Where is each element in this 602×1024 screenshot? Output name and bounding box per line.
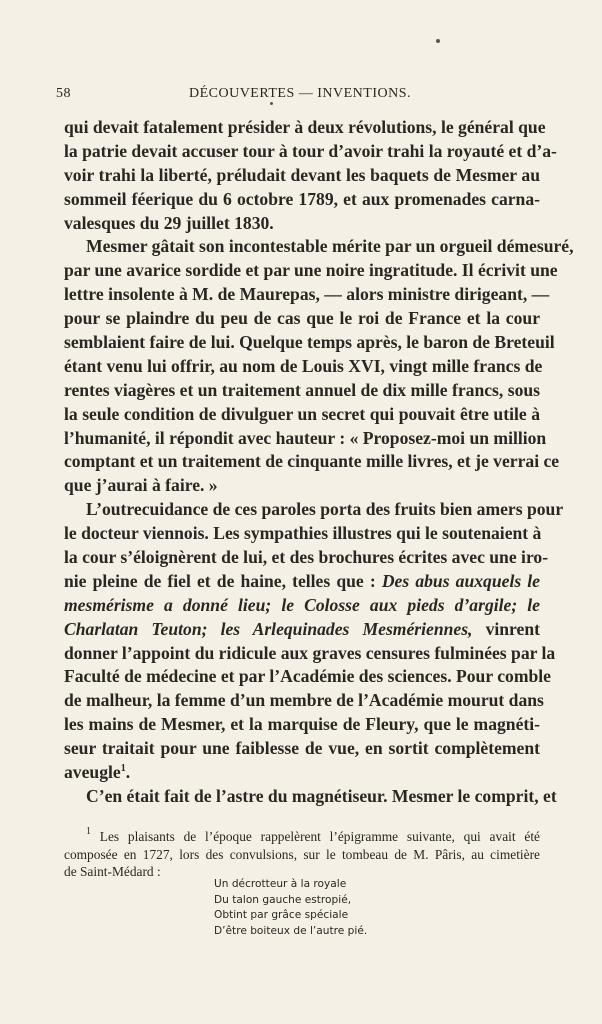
text-line: rentes viagères et un traitement annuel de dix mille francs, sous: [64, 379, 540, 400]
text-line: C’en était fait de l’astre du magnétiseur. Mesmer le comprit, et: [86, 785, 557, 806]
footnote-line: de Saint-Médard :: [64, 864, 161, 880]
epigram-line: Un décrotteur à la royale: [214, 878, 347, 890]
text-line: de malheur, la femme d’un membre de l’Académie mourut dans: [64, 690, 544, 711]
text-line: pour se plaindre du peu de cas que le roi de France et la cour: [64, 308, 540, 329]
epigram-line: D’être boiteux de l’autre pié.: [214, 924, 368, 937]
running-header: [56, 86, 544, 106]
text-segment: vinrent: [485, 618, 540, 639]
text-line: les mains de Mesmer, et la marquise de Fleury, que le magnéti-: [64, 714, 540, 735]
text-line: valesques du 29 juillet 1830.: [64, 212, 274, 233]
text-line: que j’aurai à faire. »: [64, 475, 218, 496]
ink-speck: [436, 39, 440, 43]
text-segment: .: [125, 762, 131, 783]
text-line: étant venu lui offrir, au nom de Louis XVI, vingt mille francs de: [64, 355, 543, 376]
text-line: lettre insolente à M. de Maurepas, — alors ministre dirigeant, —: [64, 284, 550, 305]
footnote-line: [64, 828, 540, 846]
epigram-line: Obtint par grâce spéciale: [214, 909, 349, 921]
text-line: semblaient faire de lui. Quelque temps après, le baron de Breteuil: [64, 332, 555, 353]
text-line: qui devait fatalement présider à deux révolutions, le général que: [64, 117, 546, 137]
text-segment: Les plaisants de l’époque rappelèrent l’épigramme suivante, qui avait été: [99, 829, 540, 844]
page-number: 58: [56, 86, 71, 101]
text-segment: aveugle: [64, 762, 121, 783]
text-line: [64, 570, 540, 594]
epigram: [214, 877, 367, 939]
text-line: [64, 761, 540, 785]
text-line: sommeil féerique du 6 octobre 1789, et aux promenades carna-: [64, 188, 540, 209]
footnote-marker: 1: [120, 763, 126, 775]
footnote: [64, 828, 540, 881]
text-line: l’humanité, il répondit avec hauteur : « Proposez-moi un million: [64, 427, 547, 448]
footnote-line: composée en 1727, lors des convulsions, sur le tombeau de M. Pâris, au cimetière: [64, 846, 540, 862]
main-text: [64, 116, 574, 809]
text-line: Faculté de médecine et par l’Académie des sciences. Pour comble: [64, 666, 551, 687]
text-line: la seule condition de divulguer un secret qui pouvait être utile à: [64, 403, 540, 424]
footnote-number: 1: [86, 826, 91, 837]
running-title: DÉCOUVERTES — INVENTIONS.: [188, 86, 412, 101]
epigram-line: Du talon gauche estropié,: [214, 893, 352, 906]
text-line: L’outrecuidance de ces paroles porta des fruits bien amers pour: [86, 499, 564, 520]
text-line: [64, 618, 540, 642]
text-line: par une avarice sordide et par une noire ingratitude. Il écrivit une: [64, 260, 558, 281]
italic-title: Des abus auxquels le: [381, 570, 540, 591]
text-line: Mesmer gâtait son incontestable mérite par un orgueil démesuré,: [86, 236, 574, 257]
text-line: donner l’appoint du ridicule aux graves censures fulminées par la: [64, 642, 556, 663]
text-line: le docteur viennois. Les sympathies illustres qui le soutenaient à: [64, 523, 542, 544]
italic-title: Charlatan Teuton; les Arlequinades Mesmériennes,: [64, 618, 473, 639]
text-line: comptant et un traitement de cinquante mille livres, et je verrai ce: [64, 451, 560, 472]
text-segment: nie pleine de fiel et de haine, telles que :: [64, 570, 376, 591]
text-line: la patrie devait accuser tour à tour d’avoir trahi la royauté et d’a-: [64, 140, 557, 161]
text-line: la cour s’éloignèrent de lui, et des brochures écrites avec une iro-: [64, 547, 549, 568]
text-line: voir trahi la liberté, préludait devant les baquets de Mesmer au: [64, 164, 540, 185]
italic-title-line: mesmérisme a donné lieu; le Colosse aux pieds d’argile; le: [64, 594, 540, 615]
text-line: seur traitait pour une faiblesse de vue, en sortit complètement: [64, 738, 540, 759]
